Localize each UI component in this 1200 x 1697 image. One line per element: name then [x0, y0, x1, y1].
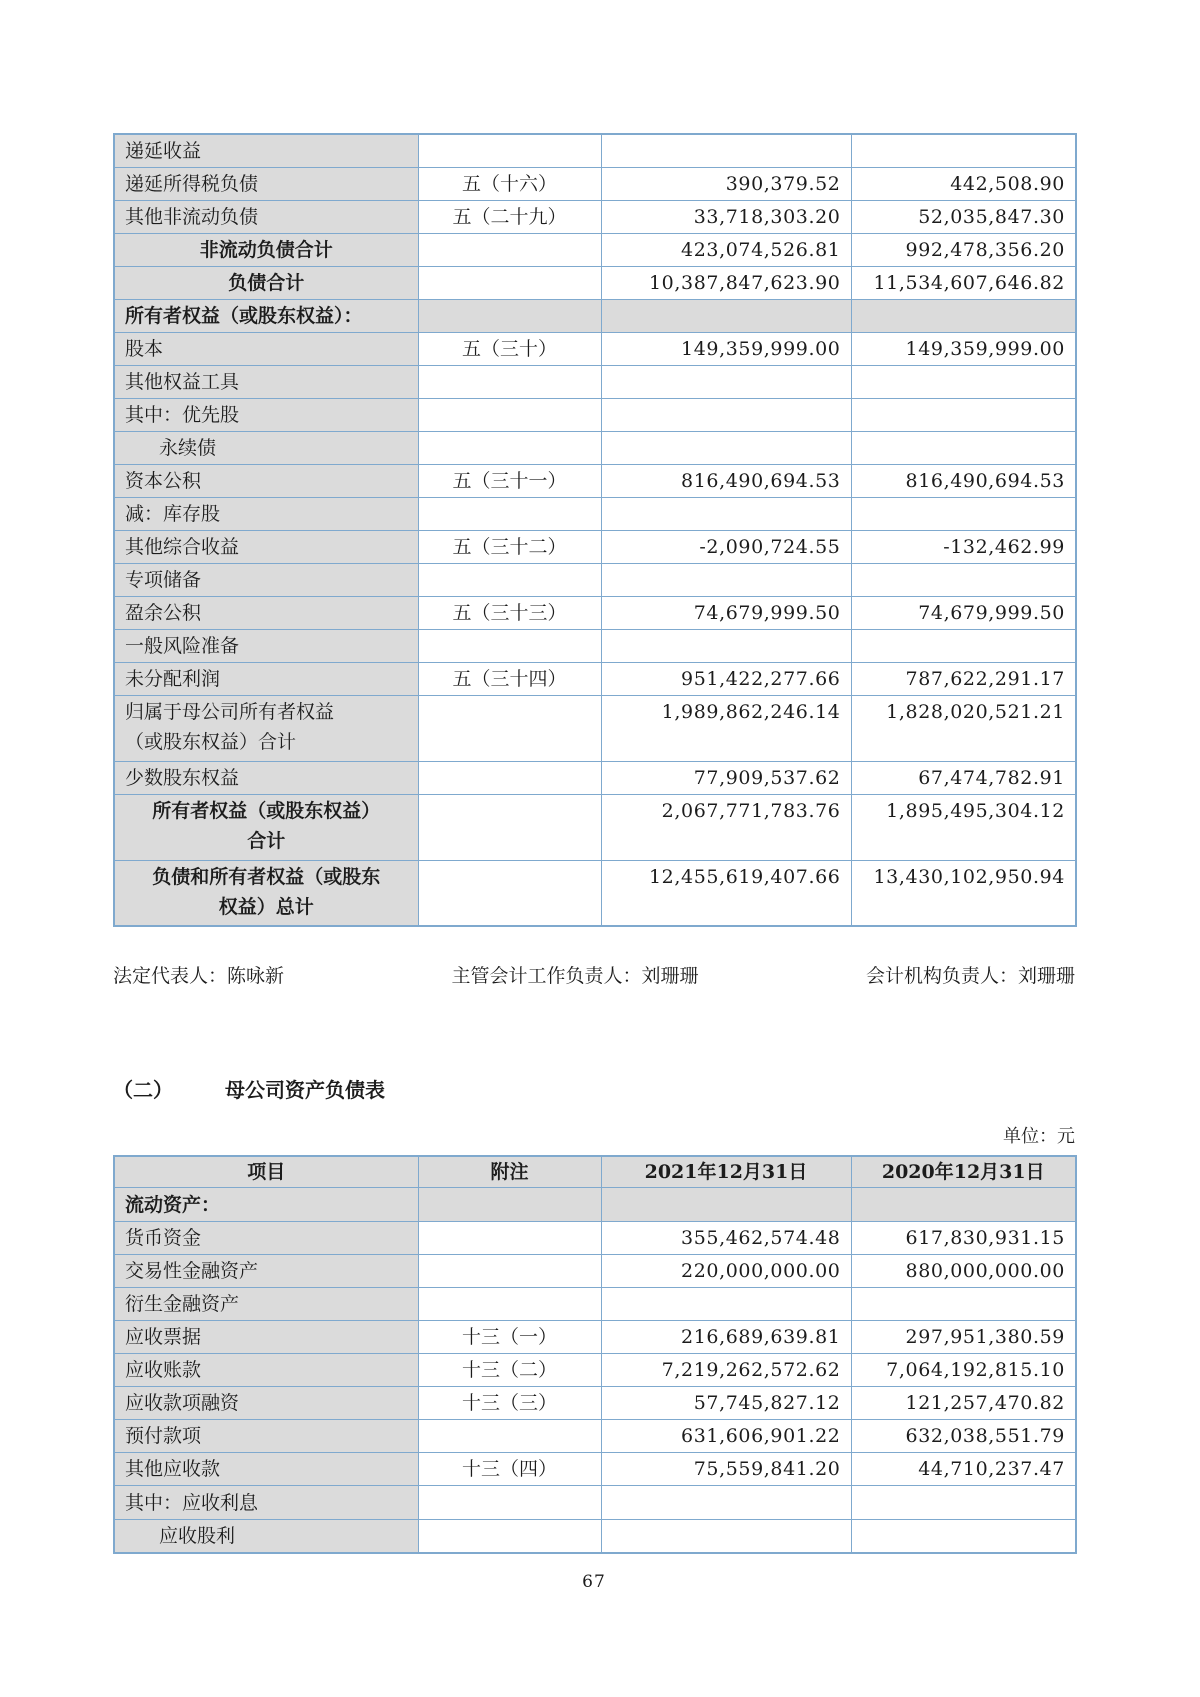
value-2020-cell: 149,359,999.00 — [851, 332, 1076, 365]
value-2020-cell: 13,430,102,950.94 — [851, 860, 1076, 926]
value-2020-cell: 816,490,694.53 — [851, 464, 1076, 497]
value-2020-cell — [851, 1486, 1076, 1520]
value-2021-cell — [601, 563, 851, 596]
item-label-cell: 应收股利 — [114, 1520, 418, 1553]
table-row — [114, 1255, 1076, 1288]
note-cell: 五（二十九） — [418, 200, 601, 233]
note-cell — [418, 1288, 601, 1321]
table-row — [114, 596, 1076, 629]
value-2021-cell — [601, 497, 851, 530]
accounting-head: 会计机构负责人：刘珊珊 — [865, 965, 1075, 987]
note-cell — [418, 1222, 601, 1255]
value-2021-cell: 220,000,000.00 — [601, 1255, 851, 1288]
note-cell — [418, 1520, 601, 1553]
item-label-cell: 递延收益 — [114, 134, 418, 167]
value-2021-cell: 77,909,537.62 — [601, 761, 851, 794]
item-label-cell: 负债和所有者权益（或股东权益）总计 — [114, 860, 418, 926]
value-2021-cell: 33,718,303.20 — [601, 200, 851, 233]
signature-line — [113, 963, 1075, 989]
item-label-cell: 股本 — [114, 332, 418, 365]
note-cell: 十三（二） — [418, 1354, 601, 1387]
section-heading — [113, 1077, 1075, 1104]
table-row-section — [114, 1188, 1076, 1222]
table-row — [114, 464, 1076, 497]
value-2020-cell — [851, 134, 1076, 167]
section-index: （二） — [113, 1078, 173, 1102]
item-label-cell: 预付款项 — [114, 1420, 418, 1453]
value-2021-cell: 7,219,262,572.62 — [601, 1354, 851, 1387]
item-label-cell: 衍生金融资产 — [114, 1288, 418, 1321]
value-2021-cell: 816,490,694.53 — [601, 464, 851, 497]
note-cell — [418, 1255, 601, 1288]
value-2021-cell — [601, 398, 851, 431]
note-cell — [418, 1188, 601, 1222]
note-cell — [418, 563, 601, 596]
value-2021-cell: 74,679,999.50 — [601, 596, 851, 629]
note-cell: 五（三十三） — [418, 596, 601, 629]
table-row-total — [114, 794, 1076, 860]
note-cell — [418, 233, 601, 266]
value-2021-cell: 12,455,619,407.66 — [601, 860, 851, 926]
table-row — [114, 332, 1076, 365]
value-2020-cell: 11,534,607,646.82 — [851, 266, 1076, 299]
table-row — [114, 629, 1076, 662]
note-cell — [418, 761, 601, 794]
note-cell: 十三（四） — [418, 1453, 601, 1486]
item-label-cell: 递延所得税负债 — [114, 167, 418, 200]
item-label-cell: 应收票据 — [114, 1321, 418, 1354]
value-2020-cell: 632,038,551.79 — [851, 1420, 1076, 1453]
value-2021-cell: 355,462,574.48 — [601, 1222, 851, 1255]
note-cell — [418, 134, 601, 167]
note-cell — [418, 1486, 601, 1520]
table-row — [114, 662, 1076, 695]
item-label-cell: 永续债 — [114, 431, 418, 464]
value-2020-cell: -132,462.99 — [851, 530, 1076, 563]
item-label-cell: 其他综合收益 — [114, 530, 418, 563]
note-cell: 五（三十） — [418, 332, 601, 365]
item-label-cell: 其他应收款 — [114, 1453, 418, 1486]
table-row-indented — [114, 431, 1076, 464]
item-label-cell: 减：库存股 — [114, 497, 418, 530]
value-2020-cell: 121,257,470.82 — [851, 1387, 1076, 1420]
table-row — [114, 1288, 1076, 1321]
table-row — [114, 1321, 1076, 1354]
section-label-cell: 流动资产： — [114, 1188, 418, 1222]
value-2021-cell — [601, 1188, 851, 1222]
table-row — [114, 530, 1076, 563]
value-2020-cell — [851, 563, 1076, 596]
note-cell — [418, 299, 601, 332]
note-cell — [418, 1420, 601, 1453]
item-label-cell: 其中：优先股 — [114, 398, 418, 431]
section-label-cell: 所有者权益（或股东权益）： — [114, 299, 418, 332]
value-2021-cell — [601, 299, 851, 332]
item-label-cell: 所有者权益（或股东权益）合计 — [114, 794, 418, 860]
legal-representative: 法定代表人：陈咏新 — [113, 965, 285, 987]
value-2020-cell: 787,622,291.17 — [851, 662, 1076, 695]
table-row-total — [114, 860, 1076, 926]
value-2021-cell: 10,387,847,623.90 — [601, 266, 851, 299]
chief-accountant: 主管会计工作负责人：刘珊珊 — [451, 965, 699, 987]
value-2021-cell — [601, 1486, 851, 1520]
table-row — [114, 200, 1076, 233]
note-cell — [418, 431, 601, 464]
value-2020-cell: 74,679,999.50 — [851, 596, 1076, 629]
note-cell: 五（十六） — [418, 167, 601, 200]
balance-sheet-continued-table — [113, 133, 1077, 927]
note-cell — [418, 794, 601, 860]
table-row-section — [114, 299, 1076, 332]
item-label-cell: 应收款项融资 — [114, 1387, 418, 1420]
table-row — [114, 365, 1076, 398]
item-label-cell: 一般风险准备 — [114, 629, 418, 662]
value-2020-cell — [851, 299, 1076, 332]
note-cell: 五（三十四） — [418, 662, 601, 695]
note-cell — [418, 266, 601, 299]
table-row — [114, 1222, 1076, 1255]
note-cell — [418, 695, 601, 761]
table-row-subtotal — [114, 266, 1076, 299]
item-label-cell: 非流动负债合计 — [114, 233, 418, 266]
note-cell — [418, 629, 601, 662]
value-2021-cell — [601, 1520, 851, 1553]
value-2020-cell: 442,508.90 — [851, 167, 1076, 200]
value-2021-cell: 57,745,827.12 — [601, 1387, 851, 1420]
note-cell — [418, 365, 601, 398]
unit-label: 单位：元 — [1003, 1126, 1075, 1147]
value-2020-cell — [851, 497, 1076, 530]
value-2021-cell — [601, 365, 851, 398]
note-cell: 五（三十一） — [418, 464, 601, 497]
page-number: 67 — [582, 1571, 606, 1592]
item-label-cell: 应收账款 — [114, 1354, 418, 1387]
page-content — [113, 0, 1075, 1592]
value-2020-cell — [851, 1520, 1076, 1553]
value-2020-cell — [851, 629, 1076, 662]
value-2021-cell — [601, 629, 851, 662]
item-label-cell: 负债合计 — [114, 266, 418, 299]
value-2020-cell: 880,000,000.00 — [851, 1255, 1076, 1288]
table-row — [114, 761, 1076, 794]
note-cell — [418, 497, 601, 530]
item-label-cell: 其中：应收利息 — [114, 1486, 418, 1520]
value-2021-cell: 75,559,841.20 — [601, 1453, 851, 1486]
value-2021-cell: 951,422,277.66 — [601, 662, 851, 695]
value-2020-cell: 992,478,356.20 — [851, 233, 1076, 266]
value-2020-cell: 1,895,495,304.12 — [851, 794, 1076, 860]
table-row — [114, 134, 1076, 167]
value-2021-cell: -2,090,724.55 — [601, 530, 851, 563]
note-cell — [418, 860, 601, 926]
item-label-cell: 其他权益工具 — [114, 365, 418, 398]
table-row-indented — [114, 1520, 1076, 1553]
value-2021-cell: 1,989,862,246.14 — [601, 695, 851, 761]
item-label-cell: 少数股东权益 — [114, 761, 418, 794]
table-row — [114, 497, 1076, 530]
table-row — [114, 563, 1076, 596]
value-2020-cell — [851, 398, 1076, 431]
value-2021-cell: 149,359,999.00 — [601, 332, 851, 365]
value-2020-cell — [851, 1188, 1076, 1222]
note-cell: 五（三十二） — [418, 530, 601, 563]
value-2020-cell — [851, 365, 1076, 398]
header-2020: 2020年12月31日 — [851, 1156, 1076, 1188]
value-2021-cell: 631,606,901.22 — [601, 1420, 851, 1453]
value-2020-cell: 7,064,192,815.10 — [851, 1354, 1076, 1387]
table-row — [114, 1453, 1076, 1486]
header-item: 项目 — [114, 1156, 418, 1188]
value-2020-cell — [851, 1288, 1076, 1321]
value-2021-cell — [601, 1288, 851, 1321]
item-label-cell: 交易性金融资产 — [114, 1255, 418, 1288]
table-header-row — [114, 1156, 1076, 1188]
value-2021-cell: 216,689,639.81 — [601, 1321, 851, 1354]
item-label-cell: 货币资金 — [114, 1222, 418, 1255]
table-row — [114, 1354, 1076, 1387]
table-row — [114, 1387, 1076, 1420]
table-row — [114, 167, 1076, 200]
item-label-cell: 未分配利润 — [114, 662, 418, 695]
value-2020-cell: 1,828,020,521.21 — [851, 695, 1076, 761]
value-2021-cell: 390,379.52 — [601, 167, 851, 200]
item-label-cell: 资本公积 — [114, 464, 418, 497]
note-cell — [418, 398, 601, 431]
value-2021-cell — [601, 134, 851, 167]
value-2021-cell: 2,067,771,783.76 — [601, 794, 851, 860]
table-row — [114, 398, 1076, 431]
parent-balance-sheet-table — [113, 1155, 1077, 1554]
item-label-cell: 盈余公积 — [114, 596, 418, 629]
item-label-cell: 专项储备 — [114, 563, 418, 596]
header-2021: 2021年12月31日 — [601, 1156, 851, 1188]
header-note: 附注 — [418, 1156, 601, 1188]
value-2020-cell: 617,830,931.15 — [851, 1222, 1076, 1255]
table-row — [114, 1486, 1076, 1520]
table-row-subtotal — [114, 695, 1076, 761]
section-title: 母公司资产负债表 — [225, 1078, 385, 1102]
value-2021-cell: 423,074,526.81 — [601, 233, 851, 266]
note-cell: 十三（一） — [418, 1321, 601, 1354]
value-2021-cell — [601, 431, 851, 464]
item-label-cell: 其他非流动负债 — [114, 200, 418, 233]
value-2020-cell — [851, 431, 1076, 464]
item-label-cell: 归属于母公司所有者权益（或股东权益）合计 — [114, 695, 418, 761]
value-2020-cell: 52,035,847.30 — [851, 200, 1076, 233]
table-row-subtotal — [114, 233, 1076, 266]
table-row — [114, 1420, 1076, 1453]
value-2020-cell: 44,710,237.47 — [851, 1453, 1076, 1486]
value-2020-cell: 297,951,380.59 — [851, 1321, 1076, 1354]
note-cell: 十三（三） — [418, 1387, 601, 1420]
value-2020-cell: 67,474,782.91 — [851, 761, 1076, 794]
